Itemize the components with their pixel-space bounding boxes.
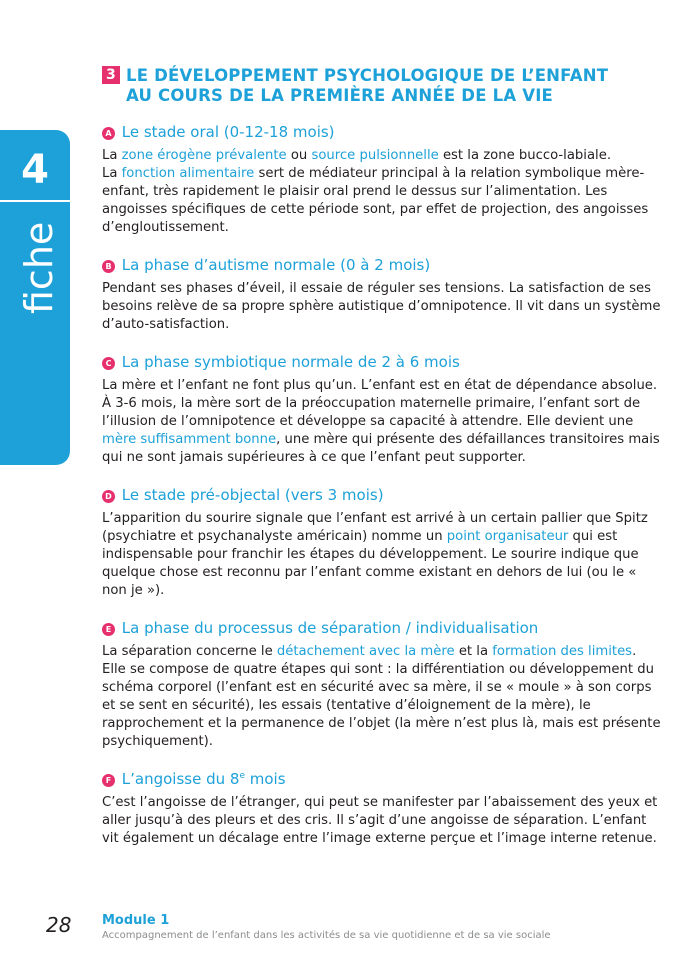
- subsection-b: [102, 255, 662, 334]
- paragraph: La mère et l’enfant ne font plus qu’un. L’enfant est en état de dépendance absolue. À 3-6 mois, la mère sort de la préoccupation maternelle primaire, l’enfant sort de l’illusion de l’omnipotence et développe sa capacité à attendre. Elle devient une mère suffisamment bonne, une mère qui présente des défaillances transitoires mais qui ne sont jamais supérieures à ce que l’enfant peut supporter.: [102, 378, 660, 465]
- keyword: détachement avec la mère: [276, 644, 455, 659]
- module-label: Module 1: [102, 913, 170, 928]
- paragraph: La zone érogène prévalente ou source pulsionnelle est la zone bucco-labiale. La fonction alimentaire sert de médiateur principal à la relation symbolique mère-enfant, très rapidement le plaisir oral prend le dessus sur l’alimentation. Les angoisses spécifiques de cette période sont, par effet de projection, des angoisses d’engloutissement.: [102, 148, 649, 235]
- section-heading: [102, 66, 662, 106]
- subsection-f: [102, 769, 662, 848]
- fiche-label: [6, 210, 66, 320]
- heading-text: La phase d’autisme normale (0 à 2 mois): [121, 256, 431, 274]
- subsection-heading: F L’angoisse du 8e mois: [102, 769, 662, 789]
- letter-badge: D: [102, 490, 115, 503]
- section-number: 3: [102, 66, 120, 84]
- keyword: fonction alimentaire: [121, 166, 255, 181]
- keyword: formation des limites: [492, 644, 633, 659]
- keyword: point organisateur: [446, 529, 569, 544]
- heading-text: La phase du processus de séparation / individualisation: [121, 619, 539, 637]
- section-title: [102, 66, 662, 106]
- paragraph: La séparation concerne le détachement avec la mère et la formation des limites. Elle se compose de quatre étapes qui sont : la différentiation ou développement du schéma corporel (l’enfant est en sécurité avec sa mère, il se « moule » à son corps et se sent en sécurité), les essais (tentative d’éloignement de la mère), le rapprochement et la permanence de l’objet (la mère n’est plus là, mais est présente psychiquement).: [102, 644, 661, 749]
- subsection-heading: [102, 255, 662, 275]
- letter-badge: B: [102, 260, 115, 273]
- subsection-a: [102, 122, 662, 237]
- heading-text: Le stade oral (0-12-18 mois): [121, 123, 335, 141]
- module-subtitle: Accompagnement de l’enfant dans les activités de sa vie quotidienne et de sa vie sociale: [102, 930, 551, 941]
- letter-badge: A: [102, 127, 115, 140]
- keyword: mère suffisamment bonne: [102, 432, 277, 447]
- section-title-line1: LE DÉVELOPPEMENT PSYCHOLOGIQUE DE L’ENFANT: [126, 66, 609, 85]
- section-title-line2: AU COURS DE LA PREMIÈRE ANNÉE DE LA VIE: [126, 86, 554, 105]
- page-number: 28: [46, 913, 72, 937]
- heading-text: L’angoisse du 8: [121, 770, 240, 788]
- subsection-heading: [102, 485, 662, 505]
- fiche-word: fiche: [17, 221, 61, 314]
- heading-text: La phase symbiotique normale de 2 à 6 mois: [121, 353, 460, 371]
- subsection-e: [102, 618, 662, 751]
- subsection-heading: [102, 122, 662, 142]
- keyword: zone érogène prévalente: [121, 148, 287, 163]
- subsection-heading: [102, 352, 662, 372]
- letter-badge: F: [102, 774, 115, 787]
- paragraph: C’est l’angoisse de l’étranger, qui peut se manifester par l’abaissement des yeux et aller jusqu’à des pleurs et des cris. Il s’agit d’une angoisse de séparation. L’enfant vit également un décalage entre l’image externe perçue et l’image interne retenue.: [102, 795, 658, 846]
- subsection-d: [102, 485, 662, 600]
- subsection-heading: [102, 618, 662, 638]
- paragraph: Pendant ses phases d’éveil, il essaie de réguler ses tensions. La satisfaction de ses besoins relève de sa propre sphère autistique d’omnipotence. Il vit dans un système d’auto-satisfaction.: [102, 281, 661, 332]
- fiche-number: 4: [21, 147, 49, 193]
- letter-badge: C: [102, 357, 115, 370]
- keyword: source pulsionnelle: [311, 148, 439, 163]
- subsection-c: [102, 352, 662, 467]
- main-content: [102, 122, 662, 866]
- letter-badge: E: [102, 623, 115, 636]
- paragraph: L’apparition du sourire signale que l’enfant est arrivé à un certain pallier que Spitz (psychiatre et psychanalyste américain) nomme un point organisateur qui est indispensable pour franchir les étapes du développement. Le sourire indique que quelque chose est reconnu par l’enfant comme existant en dehors de lui (ou le « non je »).: [102, 511, 648, 598]
- tab-divider: [0, 200, 70, 202]
- heading-text: Le stade pré-objectal (vers 3 mois): [121, 486, 384, 504]
